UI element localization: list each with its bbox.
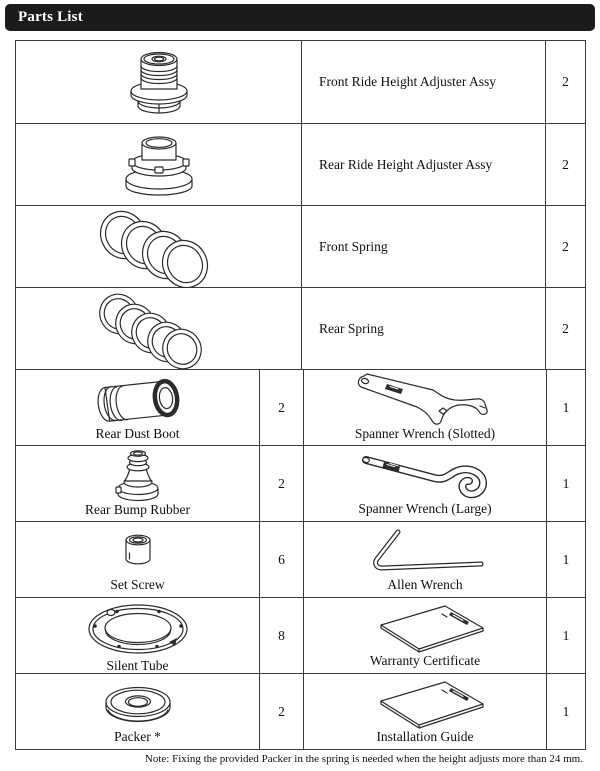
allen-wrench-icon [355, 528, 495, 574]
warranty-certificate-icon [355, 601, 495, 653]
page-title: Parts List [18, 9, 83, 25]
set-screw-icon [115, 531, 161, 571]
part-name: Rear Bump Rubber [85, 502, 190, 517]
table-row [16, 673, 585, 749]
footnote: Note: Fixing the provided Packer in the spring is needed when the height adjusts more than 24 mm. [144, 753, 583, 765]
part-image-cell [16, 288, 301, 369]
part-cell [303, 370, 546, 445]
part-cell [303, 674, 546, 749]
part-name: Allen Wrench [387, 577, 463, 592]
part-cell [303, 598, 546, 673]
table-row [16, 597, 585, 673]
rear-dust-boot-icon [79, 372, 197, 426]
part-name: Installation Guide [376, 729, 474, 744]
part-qty: 2 [545, 124, 585, 205]
packer-icon [86, 680, 190, 726]
part-qty: 1 [546, 370, 585, 445]
table-row [16, 205, 585, 287]
table-row [16, 369, 585, 445]
rear-spring-icon [89, 289, 229, 369]
part-qty: 2 [545, 288, 585, 369]
silent-tube-icon [73, 600, 203, 658]
installation-guide-icon [355, 677, 495, 729]
part-name: Rear Dust Boot [95, 426, 180, 441]
part-qty: 2 [545, 41, 585, 123]
part-cell [303, 446, 546, 521]
part-image-cell [16, 206, 301, 287]
part-cell [16, 598, 259, 673]
part-name: Front Spring [301, 206, 545, 287]
part-name: Front Ride Height Adjuster Assy [301, 41, 545, 123]
part-name: Rear Ride Height Adjuster Assy [301, 124, 545, 205]
part-name: Packer * [114, 729, 161, 744]
part-qty: 1 [546, 598, 585, 673]
part-qty: 8 [259, 598, 303, 673]
table-row [16, 41, 585, 123]
part-image-cell [16, 41, 301, 123]
part-qty: 2 [259, 674, 303, 749]
parts-list-header [5, 4, 595, 31]
part-qty: 2 [545, 206, 585, 287]
table-row [16, 123, 585, 205]
rear-bump-rubber-icon [92, 448, 184, 502]
part-name: Rear Spring [301, 288, 545, 369]
table-row [16, 445, 585, 521]
part-qty: 6 [259, 522, 303, 597]
part-qty: 1 [546, 446, 585, 521]
part-name: Spanner Wrench (Slotted) [354, 426, 496, 441]
part-qty: 2 [259, 446, 303, 521]
part-cell [16, 522, 259, 597]
part-name: Spanner Wrench (Large) [358, 501, 492, 516]
part-image-cell [16, 124, 301, 205]
part-qty: 2 [259, 370, 303, 445]
parts-table [15, 40, 586, 750]
spanner-wrench-large-icon [351, 450, 499, 500]
rear-ride-height-adjuster-icon [101, 132, 217, 198]
front-spring-icon [89, 206, 229, 288]
table-row [16, 521, 585, 597]
part-name: Silent Tube [106, 658, 169, 673]
part-cell [303, 522, 546, 597]
part-qty: 1 [546, 522, 585, 597]
part-name: Set Screw [110, 577, 165, 592]
part-cell [16, 446, 259, 521]
part-cell [16, 674, 259, 749]
part-name: Warranty Certificate [369, 653, 481, 668]
part-cell [16, 370, 259, 445]
front-ride-height-adjuster-icon [107, 46, 211, 118]
part-qty: 1 [546, 674, 585, 749]
table-row [16, 287, 585, 369]
spanner-wrench-slotted-icon [351, 372, 499, 426]
